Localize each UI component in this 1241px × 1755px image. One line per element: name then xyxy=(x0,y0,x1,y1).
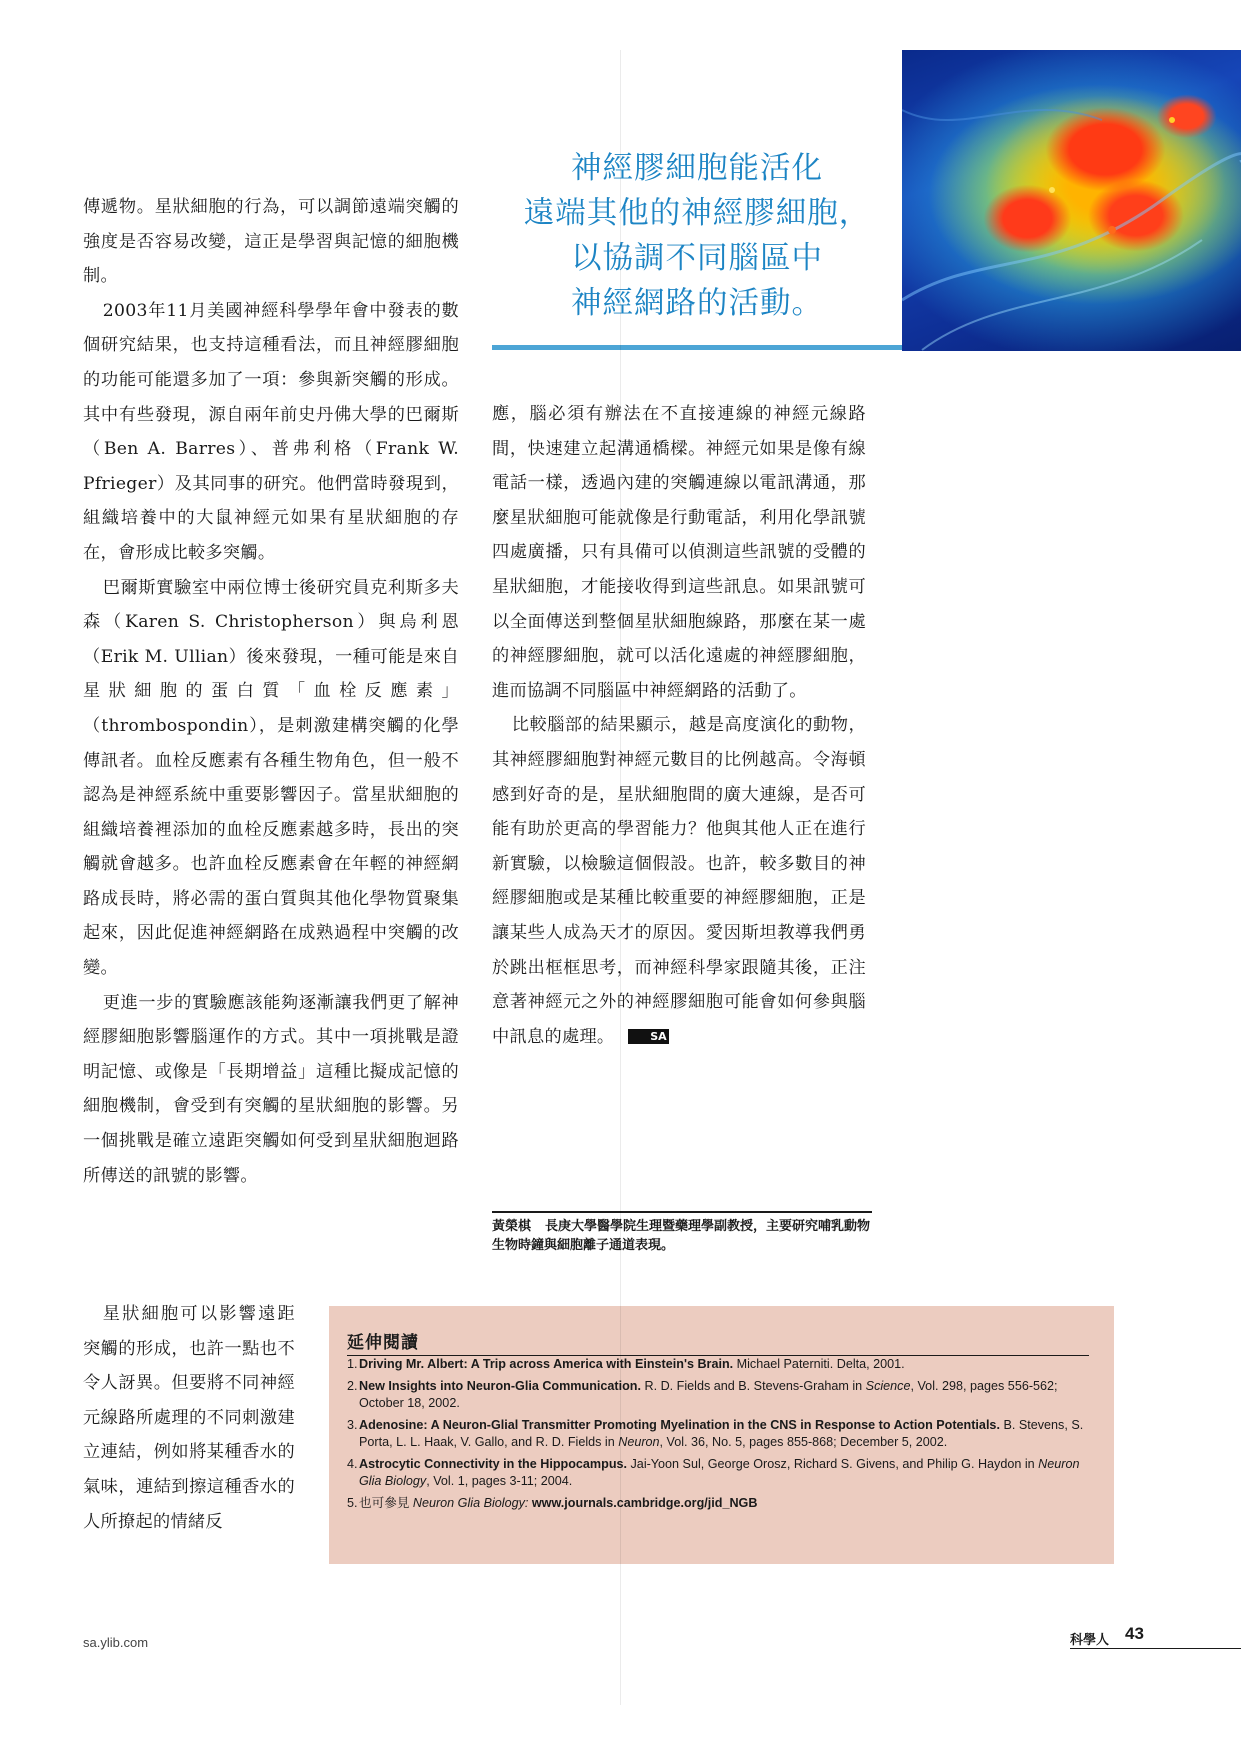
reference-details: B. Stevens, S. Porta, L. L. Haak, V. Gallo, and R. D. Fields in xyxy=(359,1417,1084,1449)
reference-journal: Neuron xyxy=(618,1435,660,1449)
author-description: 長庚大學醫學院生理暨藥理學副教授，主要研究哺乳動物生物時鐘與細胞離子通道表現。 xyxy=(492,1219,871,1253)
paragraph-text: 比較腦部的結果顯示，越是高度演化的動物，其神經膠細胞對神經元數目的比例越高。令海頓感到好奇的是，星狀細胞間的廣大連線，是否可能有助於更高的學習能力？他與其他人正在進行新實驗，以檢驗這個假設。也許，較多數目的神經膠細胞或是某種比較重要的神經膠細胞，正是讓某些人成為天才的原因。愛因斯坦教導我們勇於跳出框框思考，而神經科學家跟隨其後，正注意著神經元之外的神經膠細胞可能會如何參與腦中訊息的處理。 xyxy=(492,715,866,1047)
site-url[interactable]: sa.ylib.com xyxy=(83,1635,149,1650)
pull-quote-rule xyxy=(492,345,902,350)
reference-list xyxy=(347,1356,1089,1516)
paragraph xyxy=(492,708,866,1054)
reference-details: , Vol. 36, No. 5, pages 855-868; December 5, 2002. xyxy=(659,1435,948,1449)
reference-details: , Vol. 1, pages 3-11; 2004. xyxy=(426,1474,573,1488)
fluorescence-texture xyxy=(902,50,1241,351)
end-mark-badge: SA xyxy=(628,1029,668,1044)
reference-number: 1. xyxy=(347,1357,358,1371)
author-name: 黃榮棋 xyxy=(492,1219,532,1234)
article-left-column-continued xyxy=(83,1297,295,1539)
paragraph: 應，腦必須有辦法在不直接連線的神經元線路間，快速建立起溝通橋樑。神經元如果是像有線電話一樣，透過內建的突觸連線以電訊溝通，那麼星狀細胞可能就像是行動電話，利用化學訊號四處廣播，只有具備可以偵測這些訊號的受體的星狀細胞，才能接收得到這些訊息。如果訊號可以全面傳送到整個星狀細胞線路，那麼在某一處的神經膠細胞，就可以活化遠處的神經膠細胞，進而協調不同腦區中神經網路的活動了。 xyxy=(492,404,866,701)
reference-item xyxy=(347,1378,1089,1413)
reference-number: 3. xyxy=(347,1417,358,1432)
paragraph: 星狀細胞可以影響遠距突觸的形成，也許一點也不令人訝異。但要將不同神經元線路所處理的不同刺激建立連結，例如將某種香水的氣味，連結到擦這種香水的人所撩起的情緒反 xyxy=(83,1304,295,1532)
pull-quote-line: 遠端其他的神經膠細胞， xyxy=(523,196,871,231)
further-reading-box xyxy=(329,1306,1114,1564)
pull-quote xyxy=(492,146,902,326)
pull-quote-line: 神經膠細胞能活化 xyxy=(571,151,823,186)
reference-details: , Vol. 298, pages 556-562; October 18, 2002. xyxy=(359,1378,1058,1410)
pull-quote-line: 以協調不同腦區中 xyxy=(571,241,823,276)
reference-details: 也可參見 xyxy=(359,1495,413,1510)
reference-number: 4. xyxy=(347,1456,358,1471)
reference-title: Adenosine: A Neuron-Glial Transmitter Promoting Myelination in the CNS in Response to Action Potentials. xyxy=(359,1417,1000,1432)
reference-details: R. D. Fields and B. Stevens-Graham in xyxy=(640,1378,866,1393)
pull-quote-line: 神經網路的活動。 xyxy=(571,286,823,321)
reference-number: 2. xyxy=(347,1378,358,1393)
author-bio xyxy=(492,1211,872,1255)
reference-number: 5. xyxy=(347,1495,358,1510)
page-number: 43 xyxy=(1125,1624,1144,1643)
reference-item xyxy=(347,1456,1089,1491)
further-reading-title: 延伸閱讀 xyxy=(347,1328,1089,1356)
reference-url[interactable]: www.journals.cambridge.org/jid_NGB xyxy=(531,1495,758,1510)
reference-title: Astrocytic Connectivity in the Hippocampus. xyxy=(359,1456,628,1471)
page-footer xyxy=(1070,1626,1241,1649)
reference-title: Driving Mr. Albert: A Trip across America with Einstein's Brain. xyxy=(359,1357,734,1371)
article-left-column xyxy=(83,190,459,1193)
reference-journal: Neuron Glia Biology xyxy=(359,1456,1080,1488)
magazine-name: 科學人 xyxy=(1070,1633,1110,1648)
reference-item xyxy=(347,1356,1089,1374)
reference-item xyxy=(347,1495,1089,1513)
reference-item xyxy=(347,1417,1089,1452)
reference-details: Michael Paterniti. Delta, 2001. xyxy=(733,1357,905,1371)
reference-journal: Neuron Glia Biology: xyxy=(412,1495,529,1510)
article-middle-column xyxy=(492,397,866,1054)
page-fold-line xyxy=(620,50,621,1705)
paragraph: 2003年11月美國神經科學學年會中發表的數個研究結果，也支持這種看法，而且神經膠細胞的功能可能還多加了一項：參與新突觸的形成。其中有些發現，源自兩年前史丹佛大學的巴爾斯（Ben A. Barres）、普弗利格（Frank W. Pfrieger）及其同事的研究。他們當時發現到，組織培養中的大鼠神經元如果有星狀細胞的存在，會形成比較多突觸。 xyxy=(83,300,459,563)
reference-journal: Science xyxy=(865,1378,911,1393)
paragraph: 傳遞物。星狀細胞的行為，可以調節遠端突觸的強度是否容易改變，這正是學習與記憶的細胞機制。 xyxy=(83,197,459,287)
paragraph: 巴爾斯實驗室中兩位博士後研究員克利斯多夫森（Karen S. Christopherson）與烏利恩（Erik M. Ullian）後來發現，一種可能是來自星狀細胞的蛋白質「血栓反應素」（thrombospondin），是刺激建構突觸的化學傳訊者。血栓反應素有各種生物角色，但一般不認為是神經系統中重要影響因子。當星狀細胞的組織培養裡添加的血栓反應素越多時，長出的突觸就會越多。也許血栓反應素會在年輕的神經網路成長時，將必需的蛋白質與其他化學物質聚集起來，因此促進神經網路在成熟過程中突觸的改變。 xyxy=(83,577,459,979)
reference-details: Jai-Yoon Sul, George Orosz, Richard S. Givens, and Philip G. Haydon in xyxy=(627,1456,1039,1471)
paragraph: 更進一步的實驗應該能夠逐漸讓我們更了解神經膠細胞影響腦運作的方式。其中一項挑戰是證明記憶、或像是「長期增益」這種比擬成記憶的細胞機制，會受到有突觸的星狀細胞的影響。另一個挑戰是確立遠距突觸如何受到星狀細胞迴路所傳送的訊號的影響。 xyxy=(83,992,459,1186)
glial-cell-fluorescence-image xyxy=(902,50,1241,351)
reference-title: New Insights into Neuron-Glia Communication. xyxy=(359,1378,641,1393)
